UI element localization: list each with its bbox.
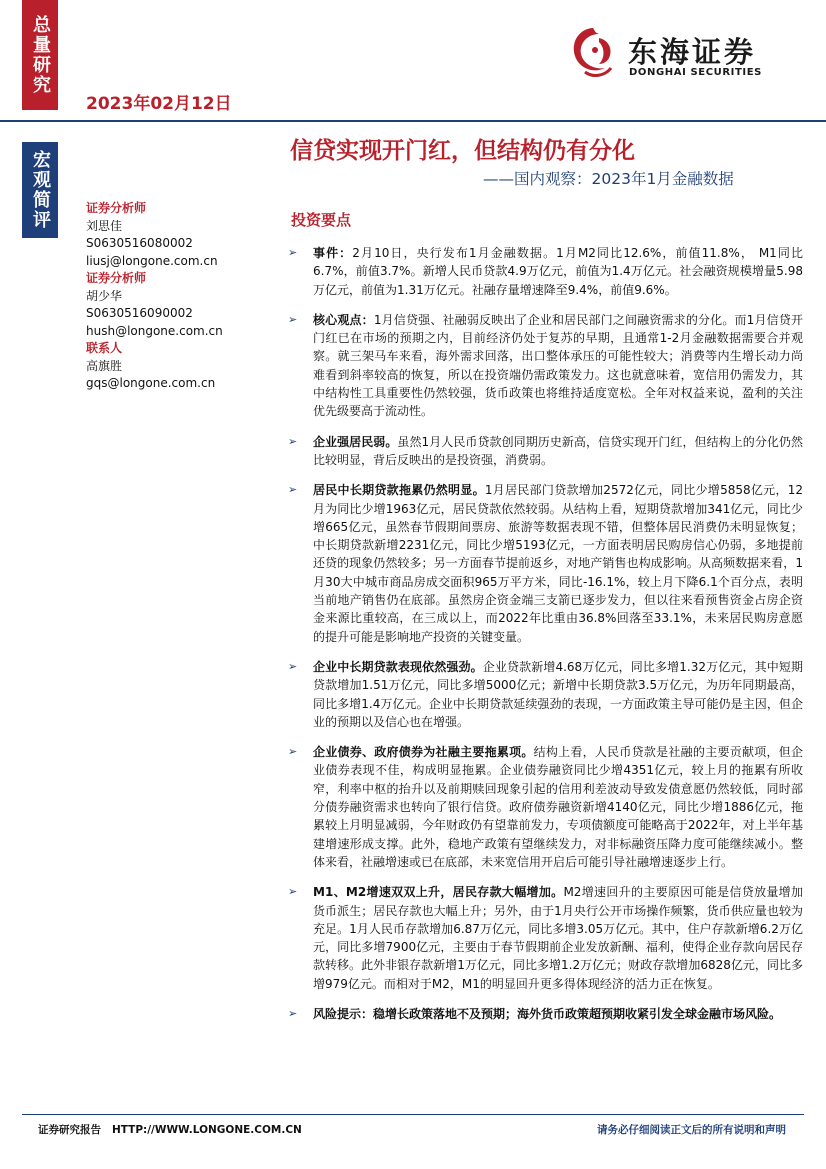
analyst-email: liusj@longone.com.cn: [86, 253, 218, 268]
bullet-text: 结构上看，人民币贷款是社融的主要贡献项，但企业债券表现不佳，构成明显拖累。企业债券融资同比少增4351亿元，较上月的拖累有所收窄，利率中枢的抬升以及前期赎回现象引起的信用利差波动导致发债意愿仍然较低，同时部分债券融资需求也转向了银行信贷。政府债券融资新增4140亿元，同比少增1886亿元，拖累较上月明显减弱，今年财政仍有望靠前发力，专项债额度可能略高于2022年，对上半年基建增速形成支撑。此外，稳地产政策有望继续发力，对非标融资压降力度可能继续减小。整体来看，社融增速或已在底部，未来宽信用开启后可能引导社融增速逐步上行。: [313, 745, 803, 869]
analyst-panel: [86, 200, 276, 393]
list-item: [288, 658, 803, 731]
contact-email: gqs@longone.com.cn: [86, 376, 216, 390]
contact-name: 高旗胜: [86, 358, 123, 373]
analyst-email: hush@longone.com.cn: [86, 323, 223, 338]
bullet-lead: 企业中长期贷款表现依然强劲。: [313, 659, 483, 674]
analyst-role: 证券分析师: [86, 201, 147, 215]
company-name-cn: 东海证券: [628, 35, 757, 69]
arrow-bullet-icon: ➢: [288, 885, 298, 899]
bullet-lead: 企业强居民弱。: [313, 434, 398, 449]
bullet-text: 2月10日，央行发布1月金融数据。1月M2同比12.6%，前值11.8%， M1同比6.7%，前值3.7%。新增人民币贷款4.9万亿元，前值为1.4万亿元。社会融资规模增量5.98万亿元，前值为1.31万亿元。社融存量增速降至9.4%，前值9.6%。: [313, 246, 803, 297]
analyst-name: 胡少华: [86, 288, 123, 303]
arrow-bullet-icon: ➢: [288, 745, 298, 759]
bullet-lead: 居民中长期贷款拖累仍然明显。: [313, 483, 485, 498]
arrow-bullet-icon: ➢: [288, 312, 298, 326]
list-item: [288, 311, 803, 421]
contact-person: [86, 340, 276, 393]
key-points-list: [288, 244, 803, 1035]
category-tab: 宏观简评: [22, 142, 58, 238]
risk-lead: 风险提示：: [313, 1006, 374, 1021]
contact-role: 联系人: [86, 341, 123, 355]
analyst-1: [86, 200, 276, 270]
list-item: [288, 433, 803, 470]
analyst-2: [86, 270, 276, 340]
bullet-text: 1月信贷强、社融弱反映出了企业和居民部门之间融资需求的分化。而1月信贷开门红已在市场的预期之内，目前经济仍处于复苏的早期，且通常1-2月金融数据需要合并观察。就三架马车来看，海外需求回落，出口整体承压的可能性较大；消费等内生增长动力尚难看到斜率较高的恢复，所以在投资端仍需政策发力。这也就意味着，宽信用仍需发力，其中结构性工具重要性仍然较强，货币政策也将维持适度宽松。全年对权益来说，盈利的关注优先级要高于流动性。: [313, 312, 803, 419]
bullet-lead: M1、M2增速双双上升，居民存款大幅增加。: [313, 885, 564, 900]
report-subtitle: ——国内观察：2023年1月金融数据: [483, 170, 734, 188]
bullet-text: M2增速回升的主要原因可能是信贷放量增加货币派生；居民存款也大幅上升；另外，由于1月央行公开市场操作频繁，货币供应量也较为充足。1月人民币存款增加6.87万亿元，同比多增3.05万亿元。其中，住户存款新增6.2万亿元，同比多增7900亿元，主要由于春节假期前企业发放新酬、福利，使得企业存款向居民存款转移。此外非银存款新增1万亿元，同比多增1.2万亿元；财政存款增加6828亿元，同比多增979亿元。而相对于M2，M1的明显回升更多得体现经济的活力正在恢复。: [313, 885, 803, 991]
arrow-bullet-icon: ➢: [288, 659, 298, 673]
list-item: [288, 743, 803, 871]
bullet-text: 1月居民部门贷款增加2572亿元，同比少增5858亿元，12月为同比少增1963亿元，居民贷款依然较弱。从结构上看，短期贷款增加341亿元，同比少增665亿元，虽然春节假期间票房、旅游等数据表现不错，但整体居民消费仍未明显恢复；中长期贷款新增2231亿元，同比少增5193亿元，一方面表明居民购房信心仍弱，多地提前还贷的现象仍然较多；另一方面春节提前返乡，对地产销售也构成影响。从高频数据来看，1月30大中城市商品房成交面积965万平方米，同比-16.1%，较上月下降6.1个百分点，表明当前地产销售仍在底部。虽然房企资金端三支箭已逐步发力，但以往来看预售资金占房企资金来源比重较高，在三成以上，而2022年比重由36.8%回落至33.1%，未来居民购房意愿的提升可能是影响地产投资的关键变量。: [313, 483, 803, 644]
risk-text: 稳增长政策落地不及预期；海外货币政策超预期收紧引发全球金融市场风险。: [373, 1006, 782, 1021]
section-title: 投资要点: [291, 211, 352, 229]
report-title: 信贷实现开门红，但结构仍有分化: [290, 138, 635, 164]
bullet-lead: 核心观点：: [313, 312, 374, 327]
footer-divider: [22, 1114, 804, 1115]
footer-disclaimer: 请务必仔细阅读正文后的所有说明和声明: [597, 1124, 786, 1136]
report-date: 2023年02月12日: [86, 94, 232, 114]
analyst-cert: S0630516080002: [86, 236, 193, 250]
footer-website: 证券研究报告 HTTP://WWW.LONGONE.COM.CN: [38, 1124, 302, 1136]
bullet-text: 企业贷款新增4.68万亿元，同比多增1.32万亿元，其中短期贷款增加1.51万亿元，同比多增5000亿元；新增中长期贷款3.5万亿元，为历年同期最高，同比多增1.4万亿元。企业中长期贷款延续强劲的表现，一方面政策主导可能仍是主因，但企业的预期以及信心也在增强。: [313, 659, 803, 729]
analyst-name: 刘思佳: [86, 218, 123, 233]
bullet-text: 虽然1月人民币贷款创同期历史新高，信贷实现开门红，但结构上的分化仍然比较明显，背后反映出的是投资强，消费弱。: [313, 434, 803, 467]
list-item: [288, 481, 803, 646]
arrow-bullet-icon: ➢: [288, 483, 298, 497]
arrow-bullet-icon: ➢: [288, 246, 298, 259]
research-type-tab: 总量研究: [22, 0, 58, 110]
risk-warning: [288, 1005, 803, 1023]
list-item: [288, 883, 803, 993]
analyst-role: 证券分析师: [86, 271, 147, 285]
list-item: [288, 244, 803, 299]
bullet-lead: 事件：: [313, 246, 353, 260]
header-divider: [0, 120, 826, 122]
analyst-cert: S0630516090002: [86, 306, 193, 320]
bullet-lead: 企业债券、政府债券为社融主要拖累项。: [313, 745, 534, 760]
arrow-bullet-icon: ➢: [288, 434, 298, 448]
company-name-en: DONGHAI SECURITIES: [629, 67, 762, 78]
arrow-bullet-icon: ➢: [288, 1006, 298, 1020]
dragon-logo-icon: [565, 22, 619, 80]
